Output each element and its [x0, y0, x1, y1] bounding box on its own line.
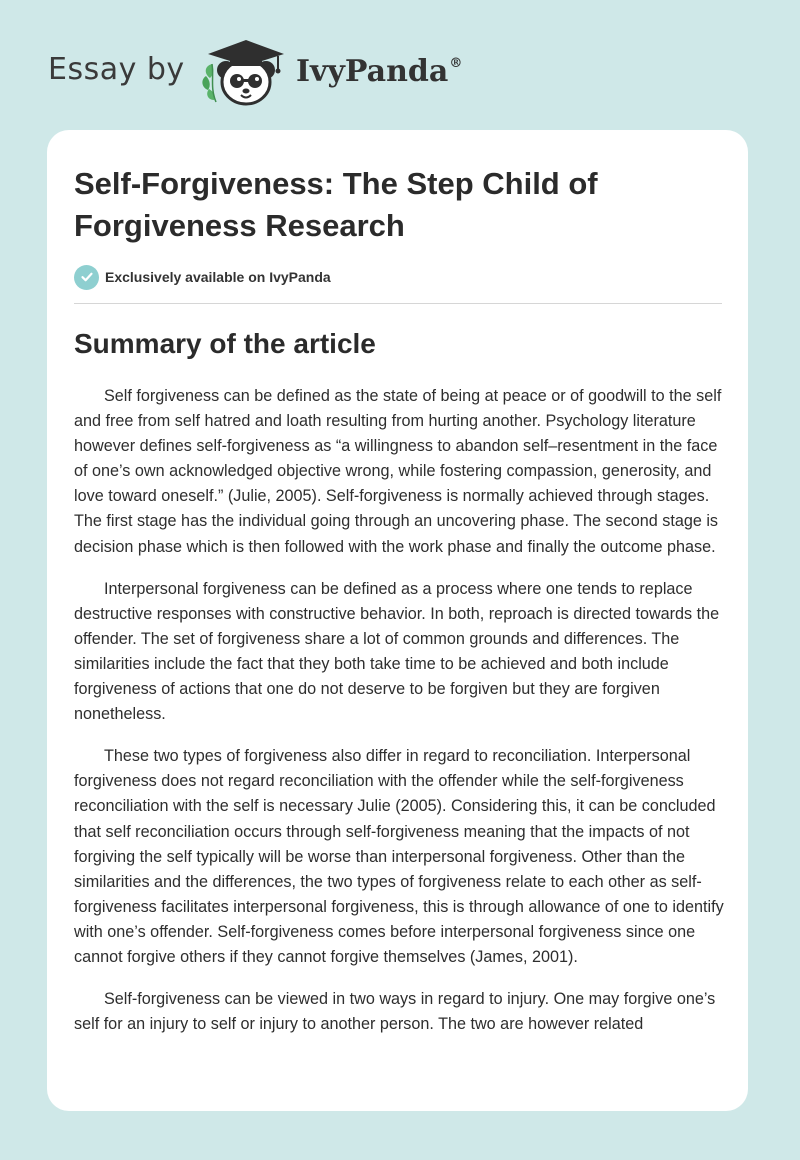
section-heading: Summary of the article [74, 328, 376, 359]
article-body [74, 384, 724, 1054]
registered-mark: ® [449, 56, 463, 71]
paragraph-1: Self forgiveness can be defined as the state of being at peace or of goodwill to the self and free from self hatred and loath resulting from hurting another. Psychology literature however defines self-forgiveness as “a willingness to abandon self–resentment in the face of one’s own acknowledged objective wrong, while fostering compassion, generosity, and love toward oneself.” (Julie, 2005). Self-forgiveness is normally achieved through stages. The first stage has the individual going through an uncovering phase. The second stage is decision phase which is then followed with the work phase and finally the outcome phase. [74, 387, 722, 556]
paragraph-4: Self-forgiveness can be viewed in two ways in regard to injury. One may forgive one’s self for an injury to self or injury to another person. The two are however related [74, 990, 716, 1034]
paragraph-3: These two types of forgiveness also differ in regard to reconciliation. Interpersonal forgiveness does not regard reconciliation with the offender while the self-forgiveness reconciliation with the self is necessary Julie (2005). Considering this, it can be concluded that self reconciliation occurs through self-forgiveness meaning that the impacts of not forgiving the self typically will be worse than interpersonal forgiveness. Other than the similarities and the differences, the two types of forgiveness relate to each other as self-forgiveness facilitates interpersonal forgiveness, this is through allowance of one to identify with one’s offender. Self-forgiveness comes before interpersonal forgiveness since one cannot forgive others if they cannot forgive themselves (James, 2001). [74, 747, 724, 966]
check-circle-icon [74, 265, 99, 290]
brand-text: IvyPanda [296, 54, 449, 89]
exclusive-badge-label: Exclusively available on IvyPanda [105, 269, 331, 285]
panda-graduate-icon[interactable] [200, 34, 292, 110]
site-header [0, 0, 800, 130]
title-divider [74, 303, 722, 304]
essay-by-label: Essay by [48, 52, 185, 87]
brand-name[interactable] [296, 54, 462, 89]
paragraph-2: Interpersonal forgiveness can be defined as a process where one tends to replace destructive responses with constructive behavior. In both, reproach is directed towards the offender. The set of forgiveness share a lot of common grounds and differences. The similarities include the fact that they both take time to be achieved and both include forgiveness of actions that one do not deserve to be forgiven but they are forgiven nonetheless. [74, 579, 720, 724]
article-title: Self-Forgiveness: The Step Child of Forgiveness Research [74, 166, 598, 243]
article-card [47, 130, 748, 1111]
exclusive-badge [74, 264, 331, 290]
